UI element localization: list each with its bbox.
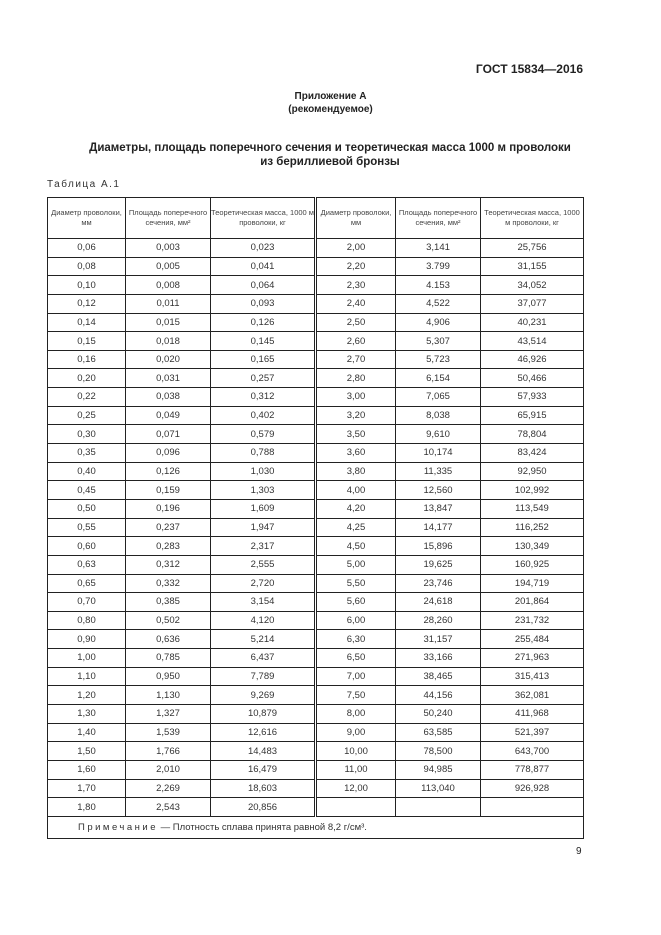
table-cell: 94,985 [396,760,481,779]
table-cell: 2,543 [126,798,211,817]
table-row [48,294,584,313]
table-row [48,444,584,463]
table-cell: 0,502 [126,611,211,630]
table-cell: 0,332 [126,574,211,593]
table-cell: 14,483 [211,742,316,761]
table-row [48,350,584,369]
table-row [48,611,584,630]
table-cell: 3,60 [316,444,396,463]
table-cell: 6,154 [396,369,481,388]
table-cell: 2,20 [316,257,396,276]
table-cell: 0,023 [211,239,316,258]
table-cell: 0,65 [48,574,126,593]
table-cell: 0,70 [48,593,126,612]
table-cell: 0,165 [211,350,316,369]
table-cell: 4,00 [316,481,396,500]
title-line-1: Диаметры, площадь поперечного сечения и теоретическая масса 1000 м проволоки [89,142,571,154]
table-cell: 0,008 [126,276,211,295]
table-cell: 43,514 [481,332,584,351]
table-cell: 4,120 [211,611,316,630]
table-cell: 3,141 [396,239,481,258]
table-cell: 9,00 [316,723,396,742]
table-cell: 1,60 [48,760,126,779]
table-row [48,425,584,444]
table-row [48,462,584,481]
table-cell: 0,064 [211,276,316,295]
table-row [48,369,584,388]
table-cell: 23,746 [396,574,481,593]
table-cell: 12,560 [396,481,481,500]
table-note [48,816,584,838]
table-cell: 1,609 [211,499,316,518]
table-cell: 46,926 [481,350,584,369]
table-cell: 102,992 [481,481,584,500]
table-cell: 362,081 [481,686,584,705]
table-cell: 0,018 [126,332,211,351]
table-cell: 0,15 [48,332,126,351]
table-cell: 0,402 [211,406,316,425]
table-cell: 0,785 [126,649,211,668]
table-row [48,313,584,332]
table-cell: 0,071 [126,425,211,444]
table-cell [316,798,396,817]
table-cell: 0,031 [126,369,211,388]
table-row [48,593,584,612]
table-cell: 20,856 [211,798,316,817]
table-cell: 16,479 [211,760,316,779]
table-cell: 0,257 [211,369,316,388]
table-cell: 5,214 [211,630,316,649]
table-cell: 0,041 [211,257,316,276]
table-cell: 2,30 [316,276,396,295]
table-cell: 2,720 [211,574,316,593]
table-cell: 50,240 [396,705,481,724]
table-row [48,257,584,276]
table-cell [481,798,584,817]
table-cell: 2,40 [316,294,396,313]
table-cell: 25,756 [481,239,584,258]
table-row [48,574,584,593]
table-cell: 0,312 [126,555,211,574]
table-cell: 201,864 [481,593,584,612]
table-cell: 40,231 [481,313,584,332]
table-cell: 15,896 [396,537,481,556]
table-cell: 5,50 [316,574,396,593]
table-cell: 0,22 [48,388,126,407]
table-cell: 0,049 [126,406,211,425]
table-cell: 411,968 [481,705,584,724]
table-cell: 0,16 [48,350,126,369]
table-cell: 271,963 [481,649,584,668]
table-cell: 8,00 [316,705,396,724]
table-cell: 31,157 [396,630,481,649]
table-cell: 13,847 [396,499,481,518]
table-cell: 37,077 [481,294,584,313]
table-cell: 2,269 [126,779,211,798]
table-cell: 10,879 [211,705,316,724]
table-row [48,630,584,649]
table-cell: 231,732 [481,611,584,630]
title-line-2: из бериллиевой бронзы [260,156,400,168]
table-cell: 4,25 [316,518,396,537]
table-cell: 1,50 [48,742,126,761]
table-cell: 315,413 [481,667,584,686]
column-header: Диаметр проволоки, мм [48,198,126,239]
table-cell: 0,40 [48,462,126,481]
table-row [48,499,584,518]
table-cell: 4,20 [316,499,396,518]
table-cell: 0,038 [126,388,211,407]
table-cell: 0,90 [48,630,126,649]
table-cell: 57,933 [481,388,584,407]
table-cell: 926,928 [481,779,584,798]
table-cell: 6,30 [316,630,396,649]
table-cell: 34,052 [481,276,584,295]
table-cell: 521,397 [481,723,584,742]
table-cell: 14,177 [396,518,481,537]
table-cell: 0,093 [211,294,316,313]
table-cell: 63,585 [396,723,481,742]
table-cell: 0,385 [126,593,211,612]
table-cell: 130,349 [481,537,584,556]
column-header: Диаметр проволоки, мм [316,198,396,239]
table-cell: 65,915 [481,406,584,425]
table-cell: 12,616 [211,723,316,742]
table-row [48,798,584,817]
table-cell [396,798,481,817]
annex-title: Приложение А [294,91,367,102]
table-cell: 5,723 [396,350,481,369]
table-cell: 0,25 [48,406,126,425]
table-cell: 3,154 [211,593,316,612]
table-cell: 0,788 [211,444,316,463]
table-cell: 8,038 [396,406,481,425]
table-row [48,406,584,425]
table-cell: 2,555 [211,555,316,574]
table-cell: 0,14 [48,313,126,332]
table-cell: 2,317 [211,537,316,556]
table-cell: 194,719 [481,574,584,593]
table-row [48,555,584,574]
table-cell: 0,579 [211,425,316,444]
table-cell: 1,130 [126,686,211,705]
table-row [48,686,584,705]
table-row [48,388,584,407]
table-cell: 1,303 [211,481,316,500]
table-row [48,276,584,295]
table-cell: 116,252 [481,518,584,537]
table-cell: 10,00 [316,742,396,761]
table-cell: 0,950 [126,667,211,686]
table-cell: 6,437 [211,649,316,668]
table-cell: 50,466 [481,369,584,388]
table-row [48,742,584,761]
table-cell: 33,166 [396,649,481,668]
table-cell: 10,174 [396,444,481,463]
table-row [48,481,584,500]
table-cell: 0,50 [48,499,126,518]
table-cell: 160,925 [481,555,584,574]
table-cell: 778,877 [481,760,584,779]
table-cell: 78,804 [481,425,584,444]
table-cell: 1,327 [126,705,211,724]
table-cell: 5,307 [396,332,481,351]
standard-number: ГОСТ 15834—2016 [475,62,583,76]
table-cell: 0,12 [48,294,126,313]
table-cell: 0,08 [48,257,126,276]
table-row [48,667,584,686]
table-cell: 92,950 [481,462,584,481]
table-cell: 0,020 [126,350,211,369]
table-cell: 0,45 [48,481,126,500]
table-cell: 4,522 [396,294,481,313]
table-row [48,723,584,742]
table-cell: 3,50 [316,425,396,444]
table-cell: 1,80 [48,798,126,817]
table-cell: 5,60 [316,593,396,612]
table-note-row [48,816,584,838]
table-cell: 38,465 [396,667,481,686]
table-cell: 31,155 [481,257,584,276]
table-cell: 1,030 [211,462,316,481]
table-row [48,760,584,779]
table-row [48,332,584,351]
table-cell: 0,35 [48,444,126,463]
table-cell: 9,610 [396,425,481,444]
table-cell: 0,636 [126,630,211,649]
table-cell: 0,003 [126,239,211,258]
table-cell: 44,156 [396,686,481,705]
table-cell: 19,625 [396,555,481,574]
table-cell: 113,040 [396,779,481,798]
table-cell: 0,096 [126,444,211,463]
table-cell: 3,20 [316,406,396,425]
table-cell: 0,30 [48,425,126,444]
table-cell: 5,00 [316,555,396,574]
note-label: Примечание [78,821,158,833]
table-row [48,537,584,556]
table-cell: 0,06 [48,239,126,258]
table-cell: 2,010 [126,760,211,779]
table-cell: 7,50 [316,686,396,705]
table-cell: 18,603 [211,779,316,798]
table-cell: 0,126 [126,462,211,481]
table-cell: 1,10 [48,667,126,686]
table-cell: 28,260 [396,611,481,630]
table-cell: 1,766 [126,742,211,761]
table-cell: 255,484 [481,630,584,649]
table-cell: 0,55 [48,518,126,537]
table-cell: 2,60 [316,332,396,351]
table-cell: 4,50 [316,537,396,556]
data-table [47,197,584,839]
table-cell: 2,50 [316,313,396,332]
column-header: Теоретическая масса, 1000 м проволоки, кг [481,198,584,239]
table-caption: Таблица А.1 [47,179,121,190]
table-cell: 2,70 [316,350,396,369]
table-cell: 0,20 [48,369,126,388]
table-cell: 0,145 [211,332,316,351]
column-header: Теоретическая масса, 1000 м проволоки, кг [211,198,316,239]
table-cell: 0,10 [48,276,126,295]
table-cell: 0,63 [48,555,126,574]
table-cell: 3,00 [316,388,396,407]
table-cell: 1,20 [48,686,126,705]
table-cell: 6,50 [316,649,396,668]
column-header: Площадь поперечного сечения, мм² [126,198,211,239]
table-cell: 83,424 [481,444,584,463]
table-cell: 4,906 [396,313,481,332]
table-cell: 24,618 [396,593,481,612]
table-row [48,779,584,798]
table-cell: 12,00 [316,779,396,798]
table-cell: 0,312 [211,388,316,407]
table-cell: 1,40 [48,723,126,742]
note-text: — Плотность сплава принята равной 8,2 г/см³. [158,821,367,833]
table-cell: 0,283 [126,537,211,556]
table-cell: 3,80 [316,462,396,481]
table-cell: 7,00 [316,667,396,686]
table-cell: 0,196 [126,499,211,518]
table-cell: 0,005 [126,257,211,276]
table-cell: 0,237 [126,518,211,537]
table-cell: 2,00 [316,239,396,258]
table-row [48,518,584,537]
page-number: 9 [576,846,582,857]
table-cell: 1,30 [48,705,126,724]
table-cell: 1,00 [48,649,126,668]
table-cell: 78,500 [396,742,481,761]
annex-heading [0,90,661,116]
table-cell: 9,269 [211,686,316,705]
table-cell: 0,011 [126,294,211,313]
table-cell: 3.799 [396,257,481,276]
table-cell: 0,80 [48,611,126,630]
table-cell: 1,947 [211,518,316,537]
table-cell: 11,335 [396,462,481,481]
table-cell: 0,126 [211,313,316,332]
table-cell: 11,00 [316,760,396,779]
table-cell: 4.153 [396,276,481,295]
table-row [48,705,584,724]
table-cell: 0,159 [126,481,211,500]
document-title [40,141,620,169]
table-cell: 7,065 [396,388,481,407]
table-cell: 643,700 [481,742,584,761]
table-cell: 1,539 [126,723,211,742]
table-cell: 1,70 [48,779,126,798]
table-cell: 6,00 [316,611,396,630]
table-header-row [48,198,584,239]
table-cell: 0,60 [48,537,126,556]
table-row [48,649,584,668]
table-cell: 7,789 [211,667,316,686]
table-cell: 2,80 [316,369,396,388]
annex-type: (рекомендуемое) [288,104,373,115]
column-header: Площадь поперечного сечения, мм² [396,198,481,239]
table-cell: 0,015 [126,313,211,332]
table-row [48,239,584,258]
table-cell: 113,549 [481,499,584,518]
